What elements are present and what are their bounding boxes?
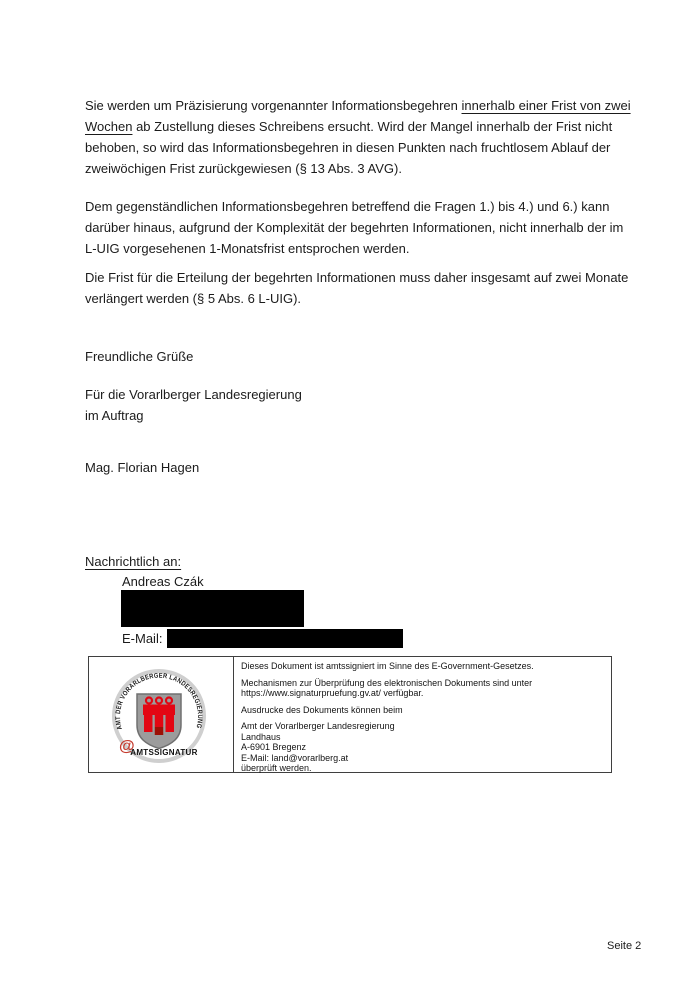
notice-line: A-6901 Bregenz xyxy=(241,742,307,752)
signature-notice-text xyxy=(234,657,611,772)
notice-paragraph xyxy=(241,705,603,716)
text-line: Dem gegenständlichen Informationsbegehren betreffend die Fragen 1.) bis 4.) und 6.) kann xyxy=(85,199,610,214)
text-line: Die Frist für die Erteilung der begehrten Informationen muss daher insgesamt auf zwei Monate xyxy=(85,270,629,285)
redaction-bar-address xyxy=(121,590,304,627)
vorarlberg-coat-of-arms-icon xyxy=(137,694,181,749)
notice-line: überprüft werden. xyxy=(241,763,312,773)
redaction-bar-email xyxy=(167,629,403,648)
signer-name: Mag. Florian Hagen xyxy=(85,460,200,475)
closing-authority: Für die Vorarlberger Landesregierung xyxy=(85,387,302,402)
paragraph-extension xyxy=(85,267,628,309)
paragraph-complexity xyxy=(85,196,623,259)
text-line: Wochen ab Zustellung dieses Schreibens ersucht. Wird der Mangel innerhalb der Frist nicht xyxy=(85,119,613,134)
text-line: behoben, so wird das Informationsbegehren in diesen Punkten nach fruchtlosem Ablauf der xyxy=(85,140,611,155)
paragraph-deadline xyxy=(85,95,631,179)
notice-paragraph xyxy=(241,661,603,672)
notice-line: Ausdrucke des Dokuments können beim xyxy=(241,704,403,715)
notice-paragraph xyxy=(241,678,603,699)
text-line: zweiwöchigen Frist zurückgewiesen (§ 13 Abs. 3 AVG). xyxy=(85,161,402,176)
amtssignatur-box xyxy=(88,656,612,773)
at-symbol-icon: @ xyxy=(119,738,135,755)
cc-heading: Nachrichtlich an: xyxy=(85,554,182,569)
notice-paragraph xyxy=(241,721,603,774)
text-line: verlängert werden (§ 5 Abs. 6 L-UIG). xyxy=(85,291,302,306)
notice-line: Amt der Vorarlberger Landesregierung xyxy=(241,721,395,731)
text-line: Sie werden um Präzisierung vorgenannter Informationsbegehren innerhalb einer Frist von zwei xyxy=(85,98,631,113)
amtssignatur-seal-icon xyxy=(111,668,207,764)
seal-caption: AMTSSIGNATUR xyxy=(130,748,198,757)
notice-line: Mechanismen zur Überprüfung des elektronischen Dokuments sind unter xyxy=(241,677,533,688)
text-line: L-UIG vorgesehenen 1-Monatsfrist entsprochen werden. xyxy=(85,241,410,256)
email-label: E-Mail: xyxy=(122,631,163,646)
notice-line: E-Mail: land@vorarlberg.at xyxy=(241,752,349,763)
seal-cell xyxy=(89,657,234,772)
cc-recipient-name: Andreas Czák xyxy=(122,574,204,589)
closing-greeting: Freundliche Grüße xyxy=(85,349,194,364)
notice-line: Dieses Dokument ist amtssigniert im Sinne des E-Government-Gesetzes. xyxy=(241,661,534,671)
seal-ring-text: AMT DER VORARLBERGER LANDESREGIERUNG xyxy=(114,672,204,731)
page-number: Seite 2 xyxy=(607,940,642,952)
notice-line: https://www.signaturpruefung.gv.at/ verfügbar. xyxy=(241,688,424,698)
closing-on-behalf: im Auftrag xyxy=(85,408,144,423)
notice-line: Landhaus xyxy=(241,731,281,742)
text-line: darüber hinaus, aufgrund der Komplexität der begehrten Informationen, nicht innerhalb der im xyxy=(85,220,624,235)
